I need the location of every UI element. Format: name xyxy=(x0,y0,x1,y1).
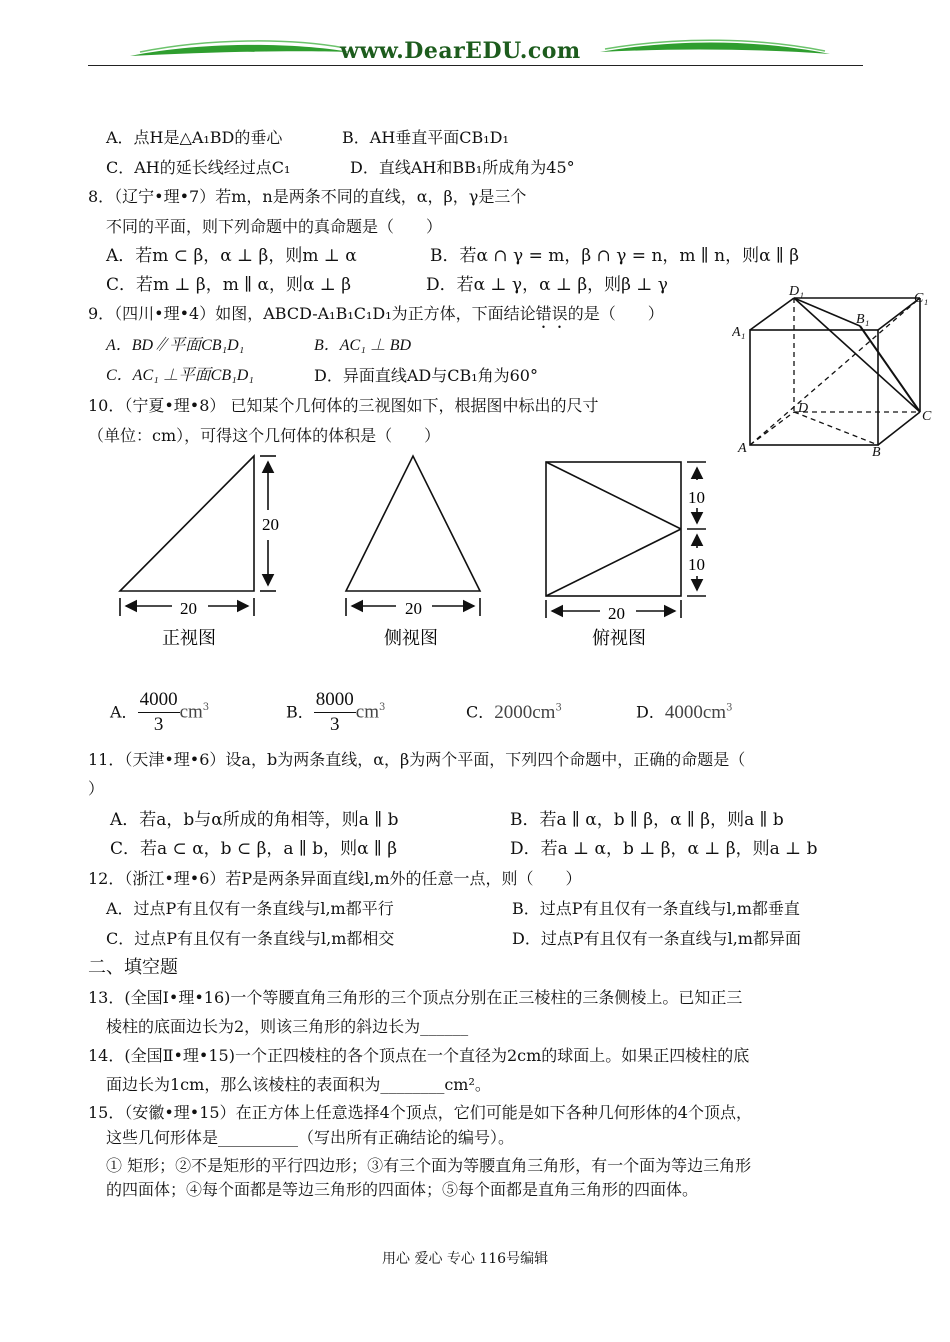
q10-stem-line1: 10．（宁夏•理•8） 已知某个几何体的三视图如下，根据图中标出的尺寸 xyxy=(88,396,599,415)
q10-option-b: B． $\frac{8000}{3}$ $cm^3$ xyxy=(286,689,386,735)
q14-line1: 14．(全国Ⅱ•理•15)一个正四棱柱的各个顶点在一个直径为2cm的球面上。如果正四棱柱的底 xyxy=(88,1046,750,1065)
front-view-label: 正视图 xyxy=(162,628,216,648)
cube-label-b1: B₁ xyxy=(856,312,870,327)
site-logo-text: www.DearEDU.com xyxy=(340,38,581,64)
q8-option-b: B．若α ∩ γ = m，β ∩ γ = n，m ∥ n，则α ∥ β xyxy=(430,246,800,266)
cube-label-d1: D₁ xyxy=(789,284,804,299)
q11-stem-line1: 11．（天津•理•6）设a，b为两条直线，α，β为两个平面，下列四个命题中，正确的命题是（ xyxy=(88,750,746,769)
q13-line1: 13．(全国Ⅰ•理•16)一个等腰直角三角形的三个顶点分别在正三棱柱的三条侧棱上。已知正三 xyxy=(88,988,743,1007)
cube-figure xyxy=(732,282,937,460)
cube-label-d: D xyxy=(798,401,809,416)
q11-stem-line2: ） xyxy=(88,779,105,798)
side-width-label: 20 xyxy=(405,599,422,618)
header-rule xyxy=(88,65,863,66)
q11-option-a: A．若a，b与α所成的角相等，则a ∥ b xyxy=(110,810,399,830)
q9-option-c: C．AC₁ ⊥平面CB₁D₁ xyxy=(106,367,254,384)
q9-stem-post: 的是（ ） xyxy=(567,304,664,323)
side-view-label: 侧视图 xyxy=(384,628,438,648)
front-view xyxy=(120,456,276,616)
q12-option-a: A．过点P有且仅有一条直线与l,m都平行 xyxy=(106,899,394,918)
q11-option-d: D．若a ⊥ α，b ⊥ β，α ⊥ β，则a ⊥ b xyxy=(510,839,818,859)
q9-option-b: B．AC₁ ⊥ BD xyxy=(314,337,412,354)
front-width-label: 20 xyxy=(180,599,197,618)
section-heading-fill-in: 二、填空题 xyxy=(88,957,178,978)
q8-option-c: C．若m ⊥ β，m ∥ α，则α ⊥ β xyxy=(106,275,352,295)
q9-stem xyxy=(88,304,664,332)
q11-option-b: B．若a ∥ α，b ∥ β，α ∥ β，则a ∥ b xyxy=(510,810,784,830)
q7-option-d: D．直线AH和BB₁所成角为45° xyxy=(350,158,575,177)
top-lower-label: 10 xyxy=(688,555,705,574)
q12-stem: 12．（浙江•理•6）若P是两条异面直线l,m外的任意一点，则（ ） xyxy=(88,869,582,888)
q15-line3: ① 矩形；②不是矩形的平行四边形；③有三个面为等腰直角三角形，有一个面为等边三角形 xyxy=(106,1156,752,1175)
q15-line1: 15．（安徽•理•15）在正方体上任意选择4个顶点，它们可能是如下各种几何形体的4个顶点， xyxy=(88,1103,752,1122)
top-view-label: 俯视图 xyxy=(592,628,646,648)
front-height-label: 20 xyxy=(262,515,279,534)
q8-stem-line1: 8．（辽宁•理•7）若m，n是两条不同的直线，α，β，γ是三个 xyxy=(88,187,527,206)
q8-stem-line2: 不同的平面，则下列命题中的真命题是（ ） xyxy=(106,217,443,236)
top-view xyxy=(546,462,706,618)
q10-option-d: D．$4000cm^3$ xyxy=(636,702,733,723)
q7-option-a: A．点H是△A₁BD的垂心 xyxy=(106,128,283,147)
cube-label-a: A xyxy=(738,441,747,456)
side-view xyxy=(346,456,480,616)
q8-option-a: A．若m ⊂ β，α ⊥ β，则m ⊥ α xyxy=(106,246,357,266)
cube-label-c1: C₁ xyxy=(914,291,929,306)
q10-stem-line2: （单位：cm），可得这个几何体的体积是（ ） xyxy=(88,426,441,445)
page-footer: 用心 爱心 专心 116号编辑 xyxy=(382,1251,549,1267)
cube-label-c: C xyxy=(922,409,932,424)
q13-line2: 棱柱的底面边长为2，则该三角形的斜边长为______ xyxy=(106,1017,469,1036)
three-views-figure xyxy=(100,448,730,658)
q10-option-a: A． $\frac{4000}{3}$ $cm^3$ xyxy=(110,689,210,735)
cube-label-a1: A₁ xyxy=(732,325,746,340)
q9-stem-emphasis: 错误 xyxy=(535,304,568,323)
q7-option-c: C．AH的延长线经过点C₁ xyxy=(106,158,291,177)
q10-option-c: C．$2000cm^3$ xyxy=(466,702,562,723)
q12-option-d: D．过点P有且仅有一条直线与l,m都异面 xyxy=(512,929,801,948)
q9-option-d: D．异面直线AD与CB₁角为60° xyxy=(314,366,538,385)
q12-option-c: C．过点P有且仅有一条直线与l,m都相交 xyxy=(106,929,395,948)
cube-front-face xyxy=(750,330,878,445)
q8-option-d: D．若α ⊥ γ，α ⊥ β，则β ⊥ γ xyxy=(426,275,668,295)
q14-line2: 面边长为1cm，那么该棱柱的表面积为________cm²。 xyxy=(106,1075,491,1094)
q15-line4: 的四面体；④每个面都是等边三角形的四面体；⑤每个面都是直角三角形的四面体。 xyxy=(106,1180,699,1199)
q11-option-c: C．若a ⊂ α，b ⊂ β，a ∥ b，则α ∥ β xyxy=(110,839,398,859)
q7-option-b: B．AH垂直平面CB₁D₁ xyxy=(342,128,509,147)
cube-label-b: B xyxy=(872,445,881,460)
q9-stem-pre: 9．（四川•理•4）如图，ABCD-A₁B₁C₁D₁为正方体，下面结论 xyxy=(88,304,536,323)
q15-line2: 这些几何形体是__________（写出所有正确结论的编号）。 xyxy=(106,1128,515,1147)
q12-option-b: B．过点P有且仅有一条直线与l,m都垂直 xyxy=(512,899,800,918)
q9-option-a: A．BD∥平面CB₁D₁ xyxy=(106,337,245,354)
top-upper-label: 10 xyxy=(688,488,705,507)
top-width-label: 20 xyxy=(608,604,625,623)
